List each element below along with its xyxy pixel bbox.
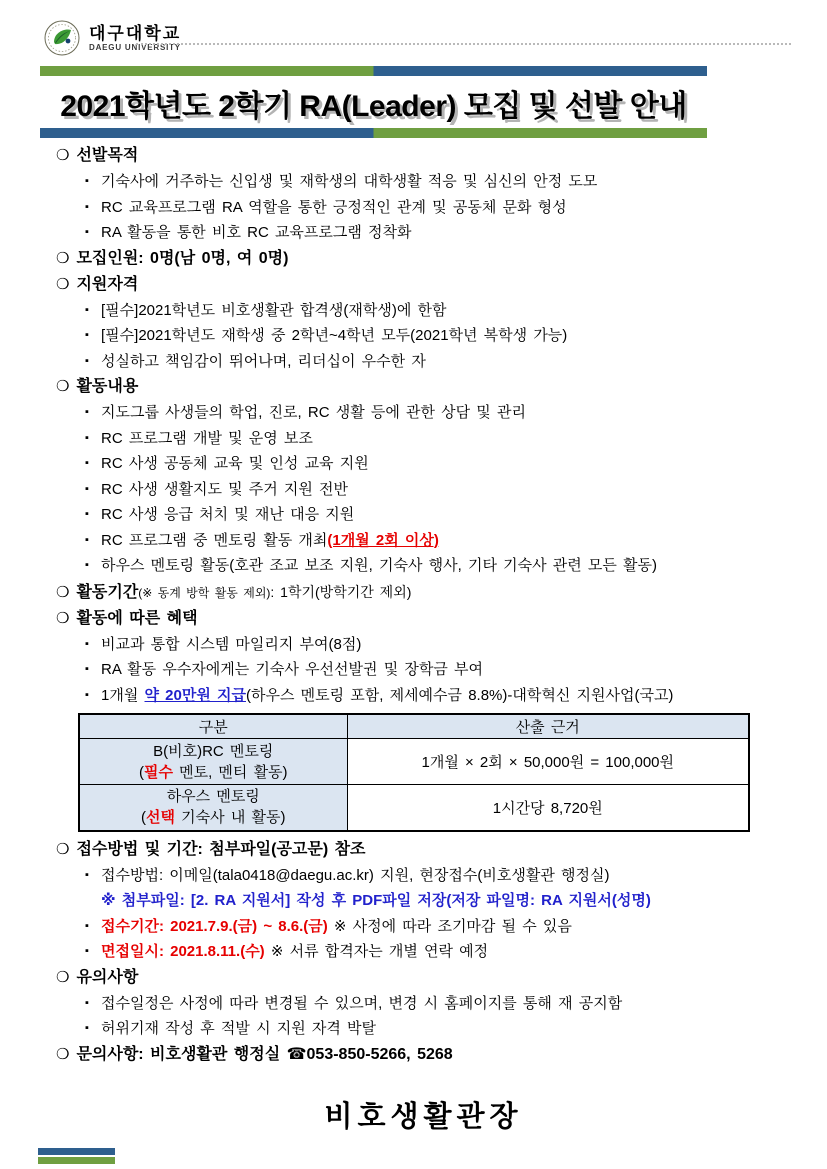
- table-cell-basis: 1개월 × 2회 × 50,000원 = 100,000원: [347, 739, 749, 785]
- title-banner: [40, 66, 707, 138]
- table-row: [79, 739, 749, 785]
- square-bullet-icon: ▪: [85, 637, 89, 650]
- banner-bar-bottom: [40, 128, 707, 138]
- square-bullet-icon: ▪: [85, 457, 89, 469]
- square-bullet-icon: ▪: [85, 1022, 89, 1034]
- table-row: [79, 785, 749, 831]
- purpose-item: ▪ 기숙사에 거주하는 신입생 및 재학생의 대학생활 적응 및 심신의 안정 도모: [56, 169, 791, 195]
- square-bullet-icon: ▪: [85, 996, 89, 1009]
- circle-bullet-icon: ❍: [56, 968, 70, 986]
- circle-bullet-icon: ❍: [56, 840, 70, 858]
- application-period: ▪ 접수기간: 2021.7.9.(금) ~ 8.6.(금) ※ 사정에 따라 조기마감 될 수 있음: [56, 914, 791, 940]
- note-item: ▪ 허위기재 작성 후 적발 시 지원 자격 박탈: [56, 1016, 791, 1042]
- page-header: [0, 0, 827, 62]
- interview-date: ▪ 면접일시: 2021.8.11.(수) ※ 서류 합격자는 개별 연락 예정: [56, 939, 791, 965]
- pay-amount-highlight: 약 20만원 지급: [144, 686, 246, 704]
- circle-bullet-icon: ❍: [56, 249, 70, 267]
- table-cell-category: 하우스 멘토링 (선택 기숙사 내 활동): [79, 785, 347, 831]
- square-bullet-icon: ▪: [85, 482, 89, 495]
- benefit-item-pay: ▪ 1개월 약 20만원 지급(하우스 멘토링 포함, 제세예수금 8.8%)-대학혁신 지원사업(국고): [56, 683, 791, 709]
- document-body: [0, 138, 827, 1135]
- activity-item: ▪ RC 사생 응급 처치 및 재난 대응 지원: [56, 502, 791, 528]
- table-header-basis: 산출 근거: [347, 714, 749, 739]
- section-heading-notes: ❍ 유의사항: [56, 968, 139, 986]
- qualification-item: ▪ [필수]2021학년도 재학생 중 2학년~4학년 모두(2021학년 복학생 가능): [56, 323, 791, 349]
- university-logo: [44, 20, 827, 56]
- contact-phone-number: 053-850-5266, 5268: [306, 1045, 453, 1063]
- square-bullet-icon: ▪: [85, 663, 89, 675]
- square-bullet-icon: ▪: [85, 919, 89, 932]
- circle-bullet-icon: ❍: [56, 378, 70, 395]
- activity-item: ▪ RC 프로그램 개발 및 운영 보조: [56, 426, 791, 452]
- section-heading-activities: ❍ 활동내용: [56, 378, 139, 395]
- square-bullet-icon: ▪: [85, 431, 89, 444]
- square-bullet-icon: ▪: [85, 226, 89, 238]
- activity-item: ▪ 지도그룹 사생들의 학업, 진로, RC 생활 등에 관한 상담 및 관리: [56, 400, 791, 426]
- circle-bullet-icon: ❍: [56, 1045, 70, 1063]
- benefit-item: ▪ 비교과 통합 시스템 마일리지 부여(8점): [56, 632, 791, 658]
- signature-title: 비호생활관장: [324, 1100, 523, 1133]
- activity-item-house: ▪ 하우스 멘토링 활동(호관 조교 보조 지원, 기숙사 행사, 기타 기숙사 관련 모든 활동): [56, 553, 791, 579]
- circle-bullet-icon: ❍: [56, 609, 70, 627]
- benefit-item: ▪ RA 활동 우수자에게는 기숙사 우선선발권 및 장학금 부여: [56, 657, 791, 683]
- header-dotted-rule: [136, 43, 791, 45]
- square-bullet-icon: ▪: [85, 868, 89, 881]
- table-cell-category: B(비호)RC 멘토링 (필수 멘토, 멘티 활동): [79, 739, 347, 785]
- activity-item: ▪ RC 사생 생활지도 및 주거 지원 전반: [56, 477, 791, 503]
- section-heading-qualification: ❍ 지원자격: [56, 275, 139, 293]
- purpose-item: ▪ RC 교육프로그램 RA 역할을 통한 긍정적인 관계 및 공동체 문화 형성: [56, 195, 791, 221]
- square-bullet-icon: ▪: [85, 303, 89, 316]
- qualification-item: ▪ [필수]2021학년도 비호생활관 합격생(재학생)에 한함: [56, 298, 791, 324]
- section-heading-contact: ❍ 문의사항: 비호생활관 행정실 ☎053-850-5266, 5268: [56, 1045, 453, 1063]
- section-heading-period: ❍ 활동기간(※ 동계 방학 활동 제외): 1학기(방학기간 제외): [56, 583, 412, 601]
- footer-bar-green: [38, 1157, 115, 1164]
- phone-icon: ☎: [286, 1045, 307, 1063]
- section-heading-purpose: ❍ 선발목적: [56, 147, 139, 164]
- table-header-row: [79, 714, 749, 739]
- page-title: 2021학년도 2학기 RA(Leader) 모집 및 선발 안내: [60, 90, 687, 123]
- square-bullet-icon: ▪: [85, 533, 89, 546]
- period-note: (※ 동계 방학 활동 제외): [138, 585, 271, 600]
- square-bullet-icon: ▪: [85, 175, 89, 187]
- activity-item: ▪ RC 사생 공동체 교육 및 인성 교육 지원: [56, 451, 791, 477]
- footer-decoration-bars: [38, 1146, 115, 1164]
- square-bullet-icon: ▪: [85, 329, 89, 341]
- university-name-en: DAEGU UNIVERSITY: [89, 43, 181, 52]
- square-bullet-icon: ▪: [85, 406, 89, 418]
- square-bullet-icon: ▪: [85, 200, 89, 213]
- square-bullet-icon: ▪: [85, 559, 89, 571]
- square-bullet-icon: ▪: [85, 354, 89, 367]
- application-attachment-note: ※ 첨부파일: [2. RA 지원서] 작성 후 PDF파일 저장(저장 파일명: RA 지원서(성명): [101, 892, 651, 909]
- section-heading-benefits: ❍ 활동에 따른 혜택: [56, 609, 198, 627]
- required-label: 필수: [143, 763, 173, 781]
- table-header-category: 구분: [79, 714, 347, 739]
- pay-calculation-table: [78, 713, 750, 832]
- university-emblem-icon: [44, 20, 80, 56]
- circle-bullet-icon: ❍: [56, 275, 70, 293]
- mentoring-frequency-highlight: (1개월 2회 이상): [327, 531, 439, 549]
- period-value: : 1학기(방학기간 제외): [270, 583, 412, 600]
- interview-date-value: 면접일시: 2021.8.11.(수): [101, 943, 265, 960]
- purpose-item: ▪ RA 활동을 통한 비호 RC 교육프로그램 정착화: [56, 220, 791, 246]
- application-method: ▪ 접수방법: 이메일(tala0418@daegu.ac.kr) 지원, 현장접수(비호생활관 행정실): [56, 863, 791, 889]
- note-item: ▪ 접수일정은 사정에 따라 변경될 수 있으며, 변경 시 홈페이지를 통해 재 공지함: [56, 991, 791, 1017]
- footer-bar-blue: [38, 1148, 115, 1155]
- circle-bullet-icon: ❍: [56, 147, 70, 164]
- optional-label: 선택: [146, 809, 176, 827]
- square-bullet-icon: ▪: [85, 508, 89, 520]
- square-bullet-icon: ▪: [85, 688, 89, 701]
- university-name: 대구대학교: [89, 24, 182, 43]
- qualification-item: ▪ 성실하고 책임감이 뛰어나며, 리더십이 우수한 자: [56, 349, 791, 375]
- section-heading-application: ❍ 접수방법 및 기간: 첨부파일(공고문) 참조: [56, 840, 366, 858]
- banner-bar-top: [40, 66, 707, 76]
- university-name-block: [89, 24, 181, 52]
- activity-item-mentoring: ▪ RC 프로그램 중 멘토링 활동 개최(1개월 2회 이상): [56, 528, 791, 554]
- square-bullet-icon: ▪: [85, 945, 89, 957]
- table-cell-basis: 1시간당 8,720원: [347, 785, 749, 831]
- application-period-dates: 접수기간: 2021.7.9.(금) ~ 8.6.(금): [101, 917, 328, 935]
- circle-bullet-icon: ❍: [56, 583, 70, 601]
- section-heading-recruit-count: ❍ 모집인원: 0명(남 0명, 여 0명): [56, 249, 289, 267]
